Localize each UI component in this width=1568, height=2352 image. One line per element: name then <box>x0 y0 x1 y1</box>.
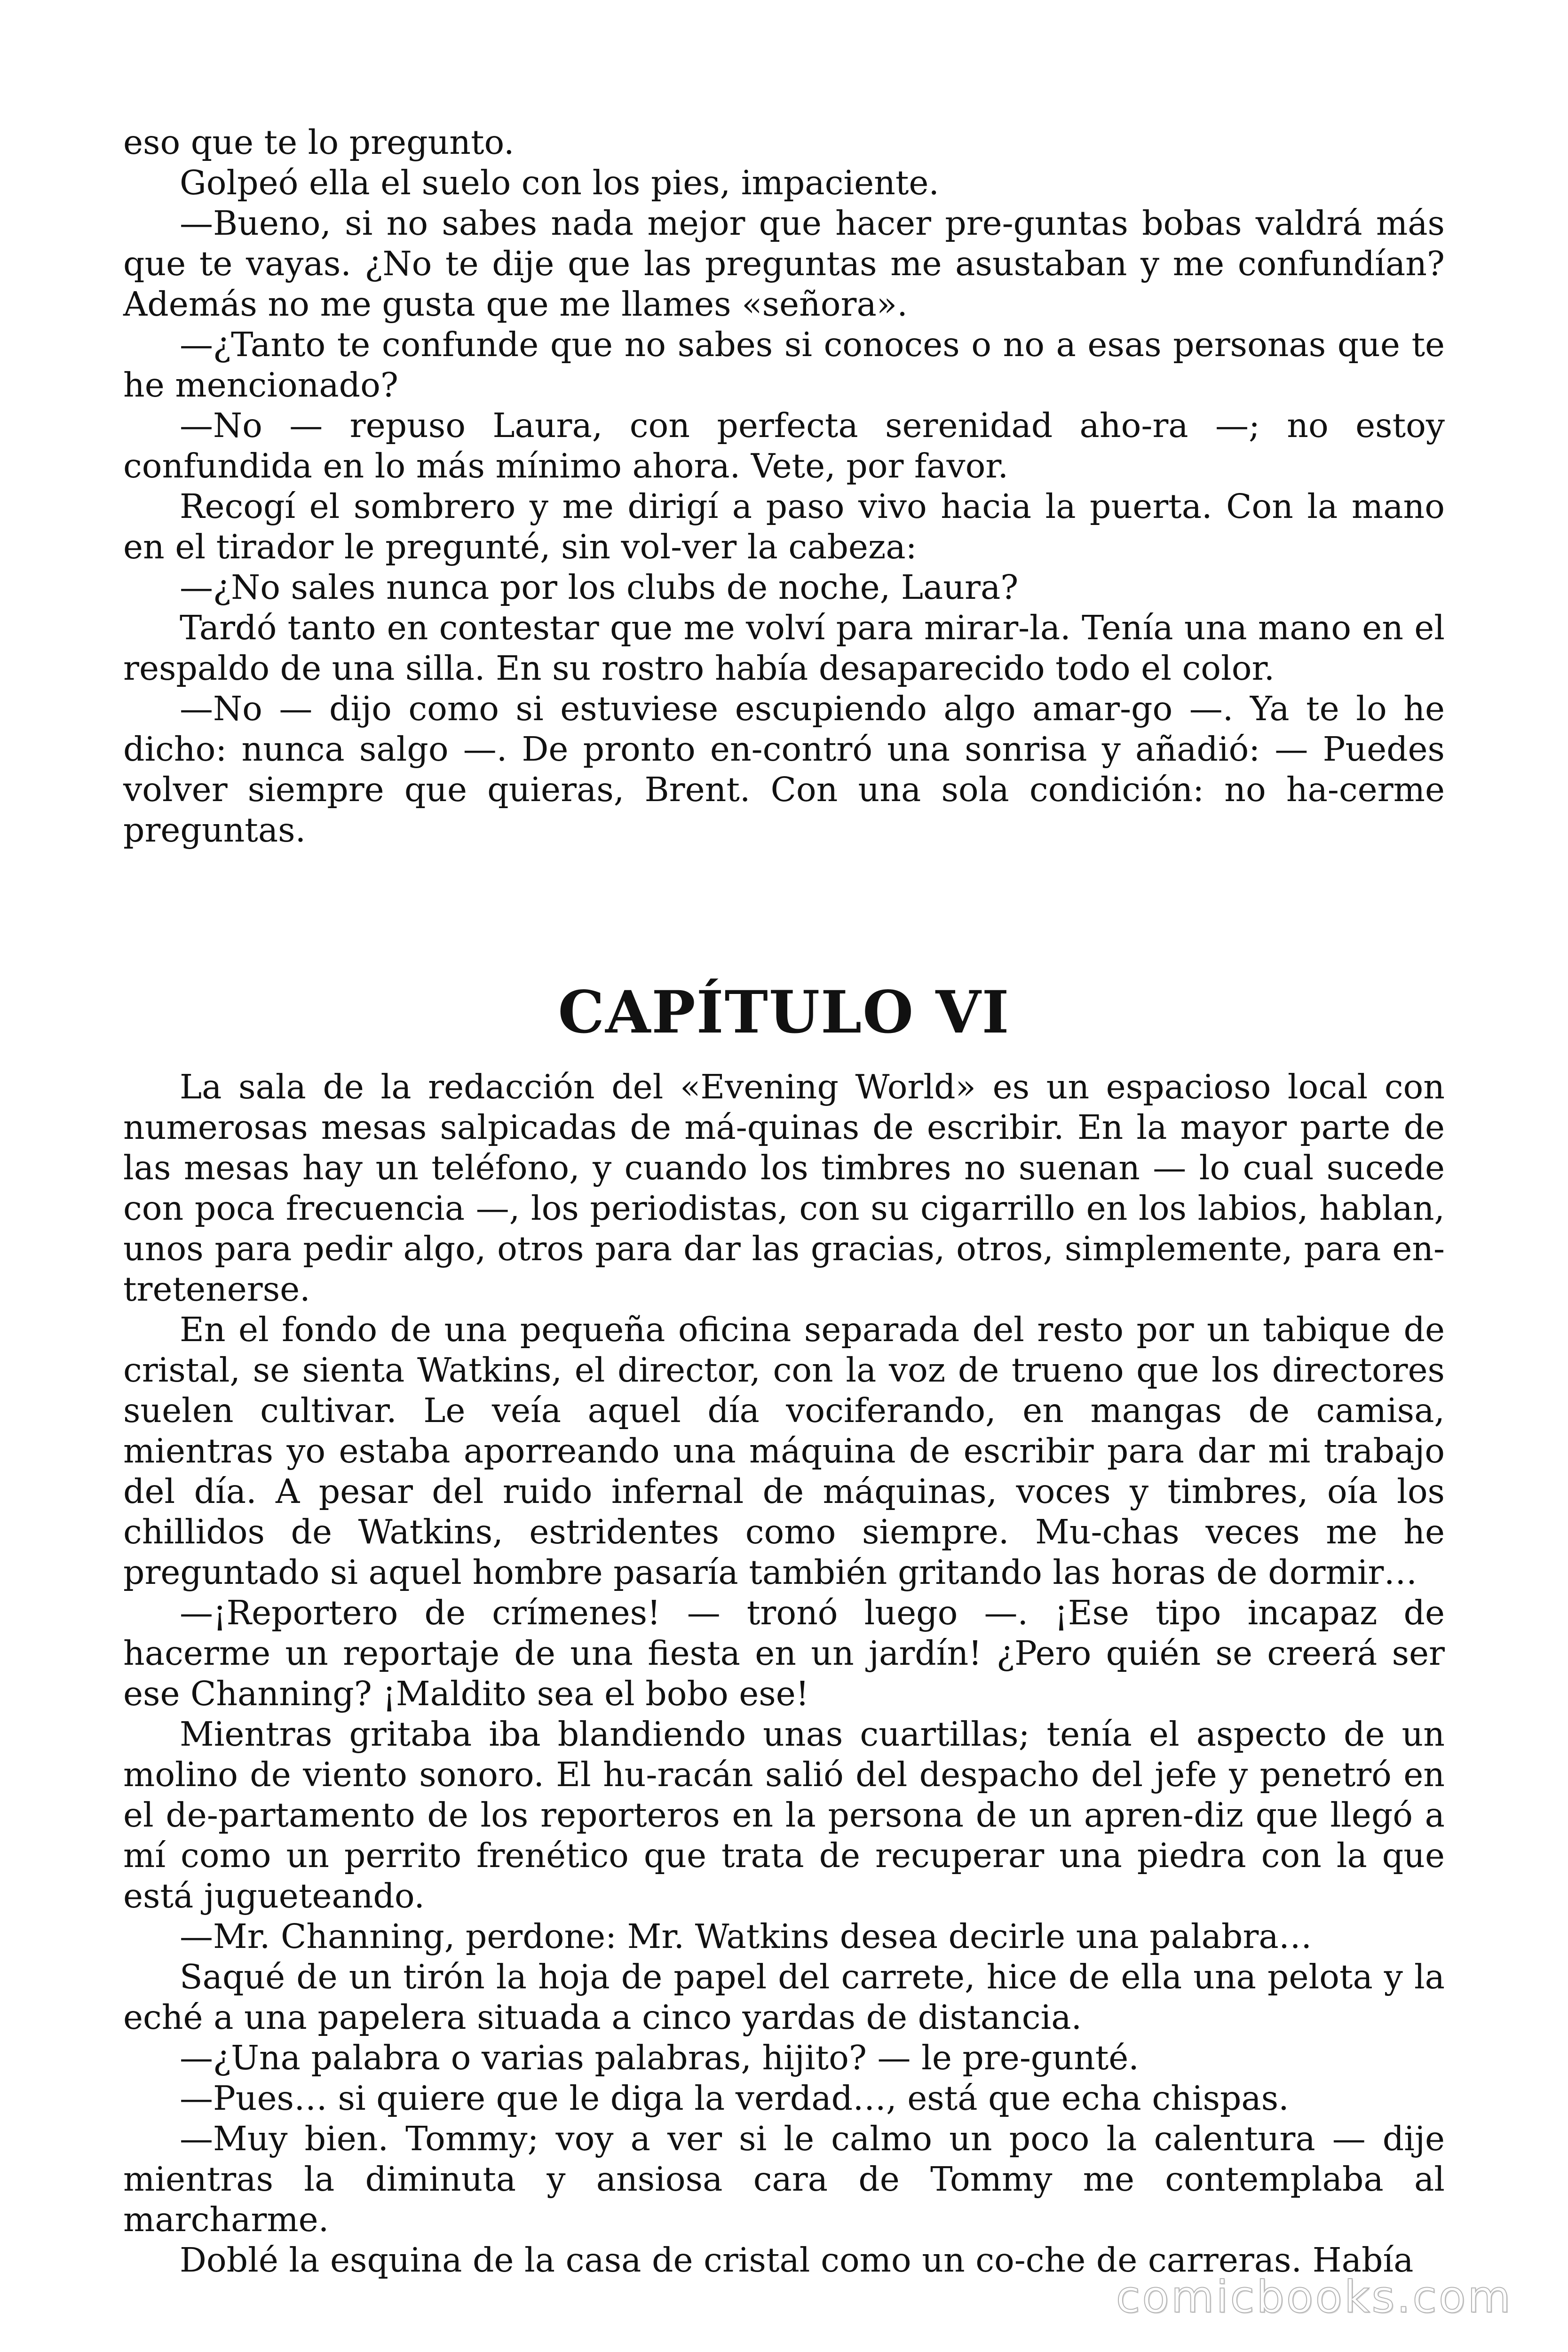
paragraph: —No — repuso Laura, con perfecta serenidad aho-ra —; no estoy confundida en lo más mínimo ahora. Vete, por favor. <box>123 406 1445 485</box>
chapter-title: CAPÍTULO VI <box>558 978 1010 1047</box>
paragraph: Tardó tanto en contestar que me volví para mirar-la. Tenía una mano en el respaldo de una silla. En su rostro había desaparecido todo el color. <box>123 608 1445 688</box>
paragraph: —¿Una palabra o varias palabras, hijito? — le pre-gunté. <box>180 2038 1139 2077</box>
section-previous-chapter-end <box>123 122 1445 850</box>
paragraph: —¡Reportero de crímenes! — tronó luego —. ¡Ese tipo incapaz de hacerme un reportaje de una fiesta en un jardín! ¿Pero quién se creerá ser ese Channing? ¡Maldito sea el bobo ese! <box>123 1593 1445 1713</box>
book-page <box>123 122 1445 2280</box>
paragraph: —Bueno, si no sabes nada mejor que hacer pre-guntas bobas valdrá más que te vayas. ¿No te dije que las preguntas me asustaban y me confundían? Además no me gusta que me llames «señora». <box>123 204 1445 324</box>
paragraph: —¿Tanto te confunde que no sabes si conoces o no a esas personas que te he mencionado? <box>123 325 1445 405</box>
paragraph: Doblé la esquina de la casa de cristal como un co-che de carreras. Había <box>180 2241 1414 2280</box>
paragraph: —Mr. Channing, perdone: Mr. Watkins desea decirle una palabra… <box>180 1917 1312 1956</box>
watermark: comicbooks.com <box>1116 2272 1513 2323</box>
paragraph: Saqué de un tirón la hoja de papel del carrete, hice de ella una pelota y la eché a una papelera situada a cinco yardas de distancia. <box>123 1957 1445 2037</box>
paragraph: —No — dijo como si estuviese escupiendo algo amar-go —. Ya te lo he dicho: nunca salgo —. De pronto en-contró una sonrisa y añadió: — Puedes volver siempre que quieras, Brent. Con una sola condición: no ha-cerme preguntas. <box>123 689 1445 850</box>
paragraph: —Pues… si quiere que le diga la verdad…, está que echa chispas. <box>180 2079 1289 2118</box>
paragraph: eso que te lo pregunto. <box>123 123 515 162</box>
paragraph: Golpeó ella el suelo con los pies, impaciente. <box>180 163 939 202</box>
paragraph: En el fondo de una pequeña oficina separada del resto por un tabique de cristal, se sienta Watkins, el director, con la voz de trueno que los directores suelen cultivar. Le veía aquel día vociferando, en mangas de camisa, mientras yo estaba aporreando una máquina de escribir para dar mi trabajo del día. A pesar del ruido infernal de máquinas, voces y timbres, oía los chillidos de Watkins, estridentes como siempre. Mu-chas veces me he preguntado si aquel hombre pasaría también gritando las horas de dormir… <box>123 1310 1445 1592</box>
paragraph: —Muy bien. Tommy; voy a ver si le calmo un poco la calentura — dije mientras la diminuta y ansiosa cara de Tommy me contemplaba al marcharme. <box>123 2119 1445 2239</box>
paragraph: —¿No sales nunca por los clubs de noche, Laura? <box>180 568 1019 607</box>
paragraph: La sala de la redacción del «Evening World» es un espacioso local con numerosas mesas salpicadas de má-quinas de escribir. En la mayor parte de las mesas hay un teléfono, y cuando los timbres no suenan — lo cual sucede con poca frecuencia —, los periodistas, con su cigarrillo en los labios, hablan, unos para pedir algo, otros para dar las gracias, otros, simplemente, para en-tretenerse. <box>123 1067 1445 1309</box>
section-chapter-body <box>123 1067 1445 2280</box>
paragraph: Recogí el sombrero y me dirigí a paso vivo hacia la puerta. Con la mano en el tirador le pregunté, sin vol-ver la cabeza: <box>123 487 1445 566</box>
paragraph: Mientras gritaba iba blandiendo unas cuartillas; tenía el aspecto de un molino de viento sonoro. El hu-racán salió del despacho del jefe y penetró en el de-partamento de los reporteros en la persona de un apren-diz que llegó a mí como un perrito frenético que trata de recuperar una piedra con la que está jugueteando. <box>123 1715 1445 1915</box>
